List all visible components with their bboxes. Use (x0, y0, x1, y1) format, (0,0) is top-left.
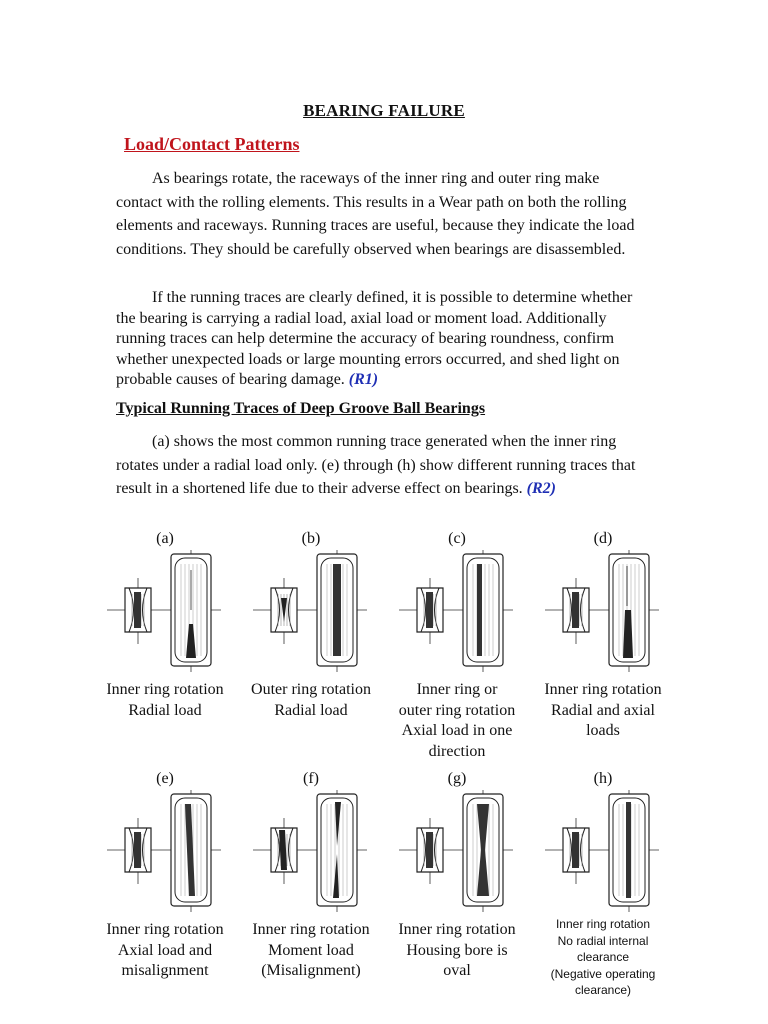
paragraph-figures-intro (116, 430, 646, 501)
figure-label: (e) (156, 770, 174, 787)
subheading: Typical Running Traces of Deep Groove Ball Bearings (116, 400, 486, 417)
figure-a (92, 528, 238, 721)
bearing-diagram (397, 790, 517, 914)
bearing-diagram (543, 790, 663, 914)
figure-caption-line: Inner ring rotation (398, 921, 516, 938)
figure-caption-line: Inner ring rotation (106, 921, 224, 938)
figure-caption-line: Inner ring or (416, 681, 498, 698)
bearing-diagram (543, 550, 663, 674)
figure-caption-line: Inner ring rotation (106, 681, 224, 698)
paragraph-intro-text: As bearings rotate, the raceways of the inner ring and outer ring make contact with the rolling elements. This results in a Wear path on both the rolling elements and raceways. Running traces are useful, because they indicate the load conditions. They should be carefully observed when bearings are disassembled. (116, 170, 635, 258)
figure-caption-line: loads (586, 722, 620, 740)
figure-caption-line: Moment load (268, 941, 354, 959)
figure-caption-line: (Misalignment) (261, 962, 361, 980)
bearing-diagram (105, 550, 225, 674)
bearing-diagram (397, 550, 517, 674)
figure-caption-line: misalignment (121, 962, 209, 980)
figure-caption-line: clearance) (574, 983, 632, 997)
figure-caption-line: Radial and axial (551, 701, 655, 719)
figure-label: (h) (593, 770, 613, 787)
figure-caption (384, 920, 530, 982)
figure-label: (a) (156, 530, 174, 547)
document-title: BEARING FAILURE (303, 101, 465, 120)
bearing-diagram (105, 790, 225, 914)
figure-caption-line: Radial load (128, 701, 202, 719)
figure-caption-line: No radial internal (557, 933, 649, 948)
bearing-diagram (251, 790, 371, 914)
figure-g (384, 768, 530, 982)
paragraph-intro (116, 167, 646, 261)
figure-caption-line: Axial load and (117, 941, 213, 959)
figure-label: (c) (448, 530, 466, 547)
figure-e (92, 768, 238, 982)
paragraph-traces (116, 288, 646, 391)
figure-h (530, 768, 676, 999)
figure-caption (238, 920, 384, 982)
figure-f (238, 768, 384, 982)
figure-caption-line: outer ring rotation (398, 701, 516, 719)
figure-b (238, 528, 384, 721)
paragraph-traces-text: If the running traces are clearly defined, it is possible to determine whether the bearing is carrying a radial load, axial load or moment load. Additionally running traces can help determine the accuracy of bearing roundness, confirm whether unexpected loads or large mounting errors occurred, and shed light on probable causes of bearing damage. (116, 289, 633, 389)
figure-caption (92, 920, 238, 982)
figure-label: (g) (447, 770, 467, 787)
bearing-diagram (251, 550, 371, 674)
figure-caption-line: (Negative operating (550, 966, 656, 981)
figure-caption (530, 680, 676, 742)
section-heading: Load/Contact Patterns (124, 134, 300, 154)
figure-caption-line: Outer ring rotation (251, 681, 371, 698)
figure-caption-line: clearance (576, 950, 630, 964)
figure-label: (f) (303, 770, 319, 787)
figure-label: (d) (593, 530, 613, 547)
figure-caption-line: Housing bore is (406, 941, 508, 959)
figure-caption (238, 680, 384, 721)
figure-caption-line: oval (443, 962, 471, 980)
reference-r2[interactable]: (R2) (526, 480, 556, 498)
reference-r1[interactable]: (R1) (348, 371, 379, 389)
figure-c (384, 528, 530, 762)
figure-d (530, 528, 676, 742)
paragraph-figures-text: (a) shows the most common running trace generated when the inner ring rotates under a radial load only. (e) through (h) show different running traces that result in a shortened life due to their adverse effect on bearings. (116, 433, 636, 498)
figure-caption-line: Inner ring rotation (544, 681, 662, 698)
figure-caption (92, 680, 238, 721)
figure-caption-line: Axial load in one (401, 722, 513, 740)
figure-caption-line: Inner ring rotation (252, 921, 370, 938)
figure-caption (384, 680, 530, 762)
figure-caption-line: direction (428, 742, 486, 760)
figure-caption-line: Radial load (274, 701, 348, 719)
figure-label: (b) (301, 530, 321, 547)
figure-caption-line: Inner ring rotation (555, 917, 651, 931)
figure-caption (530, 916, 676, 999)
